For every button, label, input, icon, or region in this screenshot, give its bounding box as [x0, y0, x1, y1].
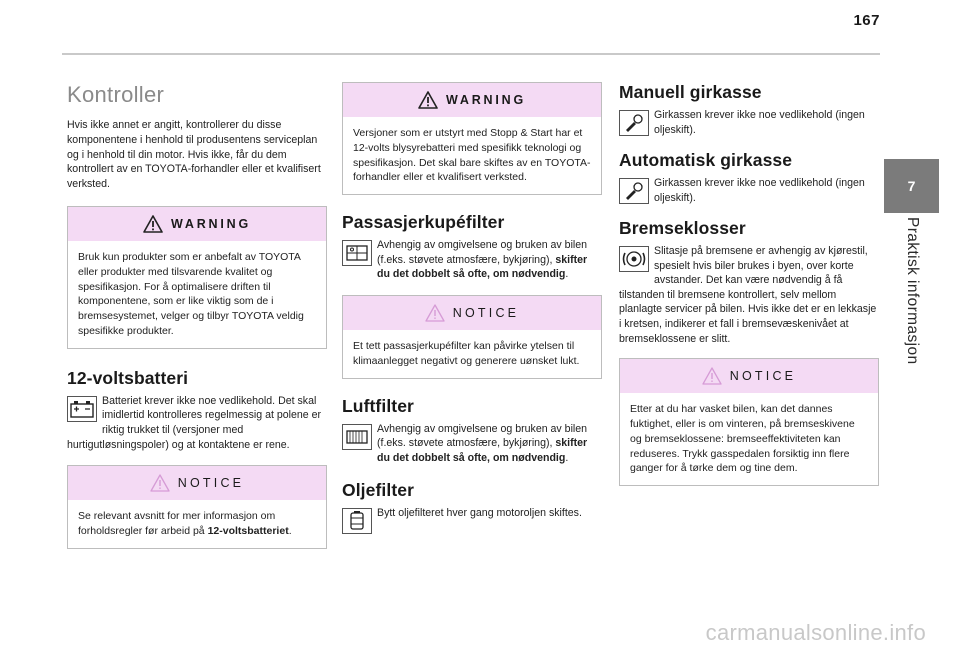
- brakes-item: [619, 244, 879, 346]
- manual-gearbox-item: [619, 108, 879, 138]
- warning-text: Versjoner som er utstyrt med Stopp & Start har et 12-volts blysyrebatteri med spesifikk teknologi og spesifikasjon. Det skal bare skiftes av en TOYOTA-forhandler eller et kvalifisert verksted.: [353, 127, 591, 184]
- cabin-filter-item: [342, 238, 602, 282]
- page-number: 167: [853, 12, 880, 29]
- brakes-text: Slitasje på bremsene er avhengig av kjørestil, spesielt hvis biler brukes i byen, over korte avstander. Det kan være nødvendig å få tilstanden til bremsene kontrollert, selv mellom planlagte servicer på bilen. Hvis ikke det er en lekkasje i kretsen, indikerer et fall i bremsevæskenivået at bremseklossene er slitt.: [619, 245, 877, 345]
- warning-triangle-icon: [418, 91, 438, 109]
- battery-text: Batteriet krever ikke noe vedlikehold. Det skal imidlertid kontrolleres regelmessig at polene er riktig trukket til (versjoner med hurtigutløsningspoler) og at kontaktene er rene.: [67, 394, 322, 451]
- warning-label: WARNING: [445, 93, 526, 107]
- notice-label: NOTICE: [452, 305, 520, 320]
- oil-filter-item: [342, 506, 602, 536]
- battery-item: [67, 394, 327, 452]
- warning-label: WARNING: [170, 216, 251, 231]
- section-title: Kontroller: [67, 82, 165, 107]
- column-2: [342, 82, 602, 536]
- warning-text: Bruk kun produkter som er anbefalt av TOYOTA eller produkter med tilsvarende kvalitet og spesifikasjon. For å optimalisere driften til komponentene, som er like viktig som de i bremsesystemet, velger og tilbyr TOYOTA veldig spesifikke produkter.: [78, 250, 304, 337]
- notice-header: [343, 296, 601, 330]
- oil-filter-text: Bytt oljefilteret hver gang motoroljen skiftes.: [377, 507, 582, 520]
- brake-pad-icon: [619, 246, 649, 272]
- cabin-filter-text: Avhengig av omgivelsene og bruken av bilen (f.eks. støvete atmosfære, bykjøring), skifter du det dobbelt så ofte, om nødvendig.: [377, 239, 588, 281]
- air-filter-text: Avhengig av omgivelsene og bruken av bilen (f.eks. støvete atmosfære, bykjøring), skifter du det dobbelt så ofte, om nødvendig.: [377, 422, 588, 464]
- notice-label: NOTICE: [177, 476, 245, 491]
- notice-label: NOTICE: [729, 369, 797, 384]
- notice-triangle-icon: [702, 367, 722, 385]
- air-filter-heading: Luftfilter: [342, 395, 414, 416]
- warning-triangle-icon: [143, 215, 163, 233]
- automatic-gearbox-item: [619, 176, 879, 206]
- notice-triangle-icon: [425, 304, 445, 322]
- automatic-gearbox-heading: Automatisk girkasse: [619, 150, 793, 170]
- chapter-tab[interactable]: 7: [884, 159, 939, 213]
- notice-header: [68, 466, 326, 500]
- cabin-filter-heading: Passasjerkupéfilter: [342, 212, 505, 233]
- cabin-filter-icon: [342, 240, 372, 266]
- notice-text: Et tett passasjerkupéfilter kan påvirke ytelsen til klimaanlegget negativt og generere uønsket lukt.: [353, 339, 580, 367]
- column-3: [619, 82, 879, 486]
- gearbox-icon: [619, 110, 649, 136]
- warning-header: [343, 83, 601, 117]
- oil-filter-icon: [342, 508, 372, 534]
- air-filter-item: [342, 422, 602, 466]
- brakes-heading: Bremseklosser: [619, 218, 746, 238]
- warning-box: [67, 206, 327, 349]
- warning-box: [342, 82, 602, 195]
- manual-gearbox-text: Girkassen krever ikke noe vedlikehold (ingen oljeskift).: [654, 109, 865, 136]
- notice-triangle-icon: [150, 474, 170, 492]
- notice-box: [342, 295, 602, 379]
- battery-heading: 12-voltsbatteri: [67, 367, 189, 388]
- notice-header: [620, 359, 878, 393]
- notice-box: [67, 465, 327, 549]
- oil-filter-heading: Oljefilter: [342, 480, 414, 501]
- chapter-title: Praktisk informasjon: [904, 217, 921, 365]
- manual-gearbox-heading: Manuell girkasse: [619, 82, 762, 102]
- intro-text: Hvis ikke annet er angitt, kontrollerer du disse komponentene i henhold til produsentens serviceplan og i henhold til din motor. Hvis ikke, får du dem kontrollert av en TOYOTA-forhandler eller et kvalifisert verksted.: [67, 119, 321, 191]
- gearbox-icon: [619, 178, 649, 204]
- column-1: [67, 82, 327, 549]
- warning-header: [68, 207, 326, 241]
- air-filter-icon: [342, 424, 372, 450]
- header-rule: [62, 53, 880, 55]
- watermark: carmanualsonline.info: [705, 620, 926, 645]
- notice-text: Etter at du har vasket bilen, kan det dannes fuktighet, eller is om vinteren, på bremseskivene og bremseklossene: bremseeffektiviteten kan reduseres. Trykk gasspedalen forsiktig inn flere ganger for å tørke dem og tine dem.: [630, 403, 855, 475]
- notice-text: Se relevant avsnitt for mer informasjon om forholdsregler før arbeid på 12-voltsbatteriet.: [78, 510, 292, 537]
- notice-box: [619, 358, 879, 486]
- automatic-gearbox-text: Girkassen krever ikke noe vedlikehold (ingen oljeskift).: [654, 177, 865, 204]
- battery-icon: [67, 396, 97, 422]
